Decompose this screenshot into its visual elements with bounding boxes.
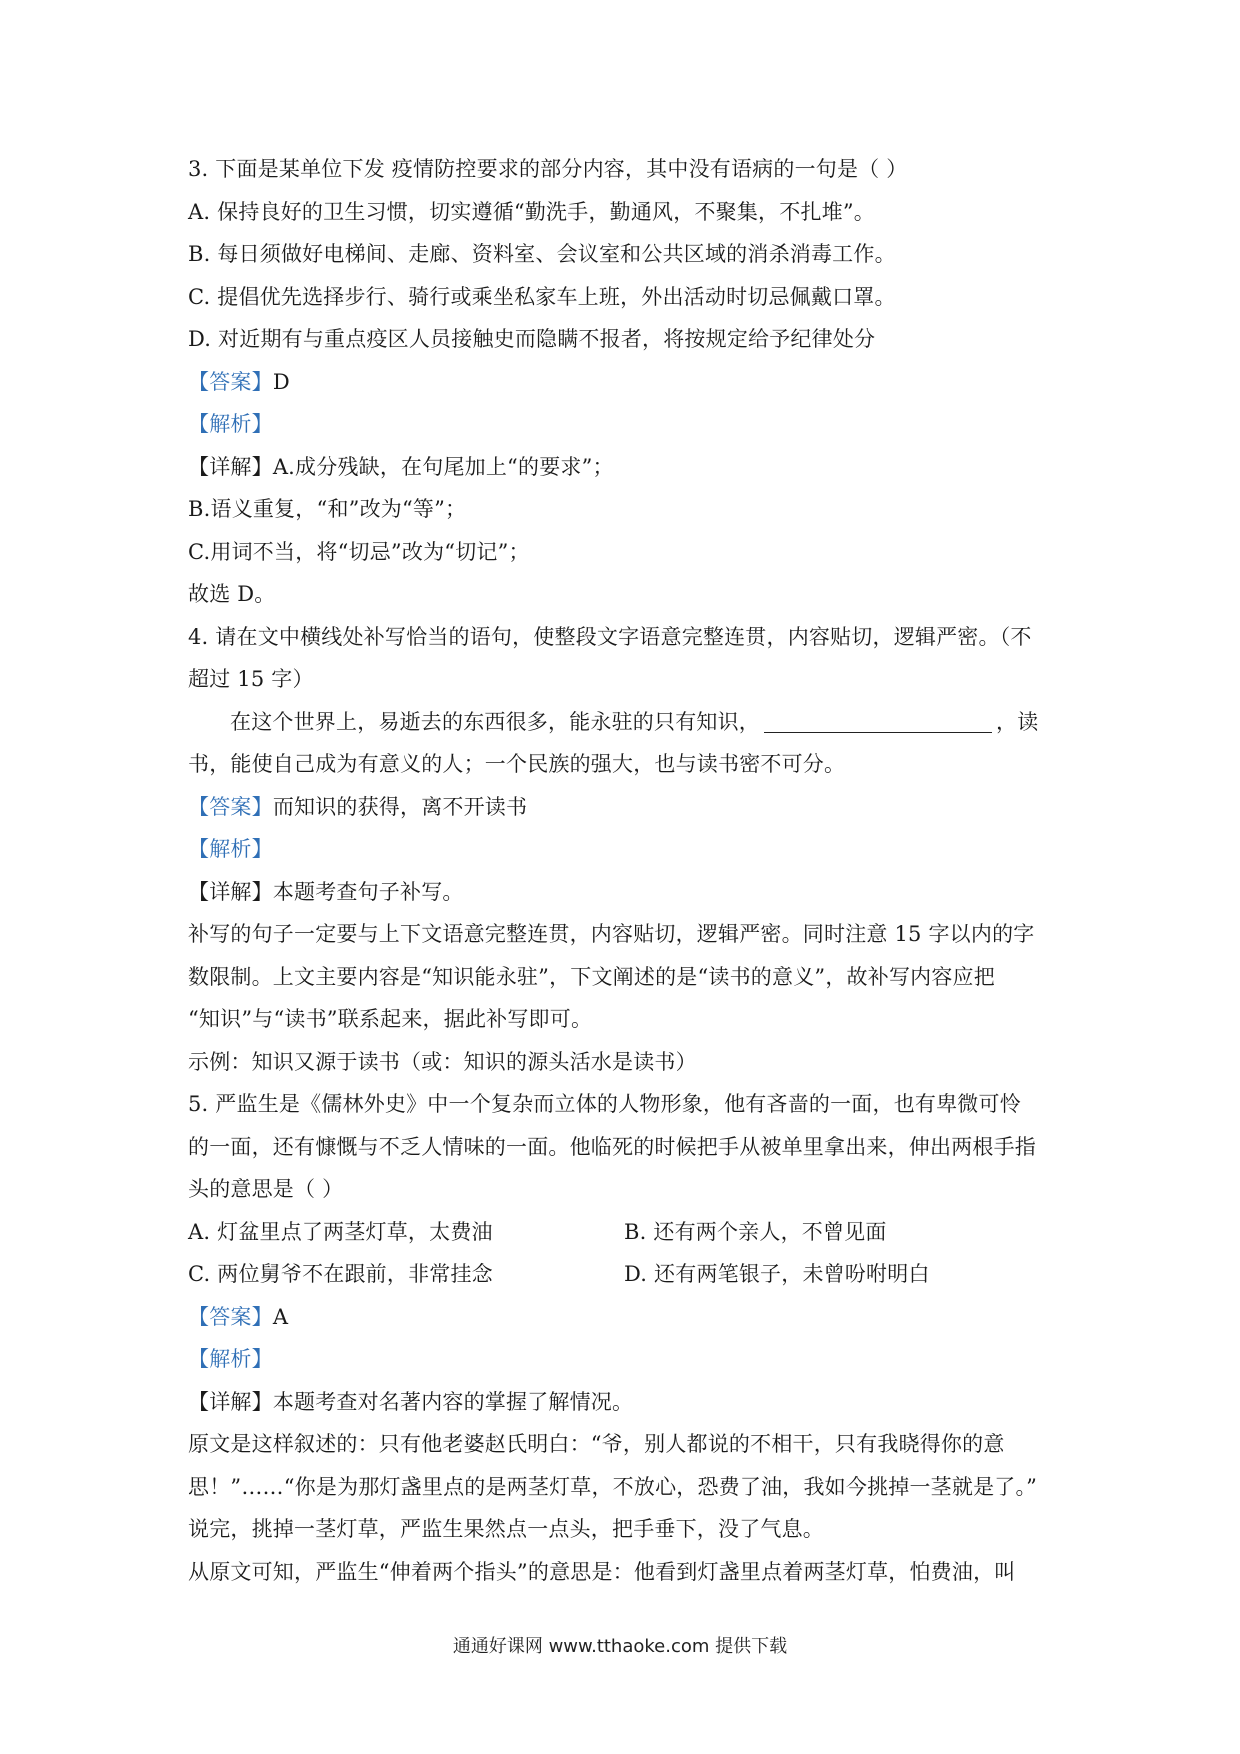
detail-label: 【详解】 <box>188 454 273 479</box>
q5-stem-line-1: 5. 严监生是《儒林外史》中一个复杂而立体的人物形象，他有吝啬的一面，也有卑微可怜 <box>188 1092 1021 1116</box>
q4-passage-line-1 <box>188 701 1060 744</box>
passage-text: ，读 <box>996 709 1039 734</box>
q5-detail-1: 思！”……“你是为那灯盏里点的是两茎灯草，不放心，恐费了油，我如今挑掉一茎就是了。” <box>188 1474 1038 1499</box>
q5-stem-line-2: 的一面，还有慷慨与不乏人情味的一面。他临死的时候把手从被单里拿出来，伸出两根手指 <box>188 1134 1036 1159</box>
q5-detail-first <box>188 1381 1060 1424</box>
q5-detail-2: 说完，挑掉一茎灯草，严监生果然点一点头，把手垂下，没了气息。 <box>188 1517 824 1541</box>
answer-value: D <box>272 369 290 394</box>
q3-stem: 3. 下面是某单位下发 疫情防控要求的部分内容，其中没有语病的一句是（ ） <box>188 157 908 181</box>
q5-answer <box>188 1296 1060 1339</box>
q5-option-d: D. 还有两笔银子，未曾吩咐明白 <box>624 1262 930 1286</box>
q4-detail-2: “知识”与“读书”联系起来，据此补写即可。 <box>188 1007 593 1031</box>
detail-label: 【详解】 <box>188 879 273 904</box>
q4-passage-line-2: 书，能使自己成为有意义的人；一个民族的强大，也与读书密不可分。 <box>188 752 846 776</box>
q3-detail-0 <box>188 446 1060 489</box>
q3-detail-2: C.用词不当，将“切忌”改为“切记”； <box>188 539 530 564</box>
page-footer: 通通好课网 www.tthaoke.com 提供下载 <box>452 1636 788 1657</box>
q4-analysis-label: 【解析】 <box>188 837 273 861</box>
passage-text: 在这个世界上，易逝去的东西很多，能永驻的只有知识， <box>230 709 760 734</box>
answer-label: 【答案】 <box>188 369 273 394</box>
q3-answer <box>188 361 1060 404</box>
q4-stem-line-2: 超过 15 字） <box>188 667 314 691</box>
detail-label: 【详解】 <box>188 1389 273 1414</box>
q5-analysis-label: 【解析】 <box>188 1347 273 1371</box>
fill-blank <box>764 706 992 733</box>
q3-analysis-label: 【解析】 <box>188 412 273 436</box>
q5-stem-line-3: 头的意思是（ ） <box>188 1177 344 1201</box>
q4-detail-3: 示例：知识又源于读书（或：知识的源头活水是读书） <box>188 1049 697 1074</box>
q3-option-a: A. 保持良好的卫生习惯，切实遵循“勤洗手，勤通风，不聚集，不扎堆”。 <box>188 199 875 224</box>
q3-detail-3: 故选 D。 <box>188 582 276 606</box>
q4-detail-0: 补写的句子一定要与上下文语意完整连贯，内容贴切，逻辑严密。同时注意 15 字以内的字 <box>188 922 1035 946</box>
q5-options-row-1 <box>188 1211 1060 1254</box>
q3-detail-1: B.语义重复，“和”改为“等”； <box>188 497 467 521</box>
q5-detail-3: 从原文可知，严监生“伸着两个指头”的意思是：他看到灯盏里点着两茎灯草，怕费油，叫 <box>188 1559 1016 1584</box>
q4-detail-1: 数限制。上文主要内容是“知识能永驻”，下文阐述的是“读书的意义”，故补写内容应把 <box>188 964 995 989</box>
q4-detail-first <box>188 871 1060 914</box>
q5-option-b: B. 还有两个亲人，不曾见面 <box>624 1219 887 1244</box>
q3-option-c: C. 提倡优先选择步行、骑行或乘坐私家车上班，外出活动时切忌佩戴口罩。 <box>188 284 896 309</box>
q5-detail-0: 原文是这样叙述的：只有他老婆赵氏明白：“爷，别人都说的不相干，只有我晓得你的意 <box>188 1432 1005 1456</box>
q5-option-a: A. 灯盆里点了两茎灯草，太费油 <box>188 1219 493 1244</box>
detail-text: A.成分残缺，在句尾加上“的要求”； <box>272 454 614 479</box>
answer-label: 【答案】 <box>188 794 273 819</box>
answer-label: 【答案】 <box>188 1304 273 1329</box>
document-body <box>188 148 1060 1593</box>
q3-option-d: D. 对近期有与重点疫区人员接触史而隐瞒不报者，将按规定给予纪律处分 <box>188 327 876 351</box>
q5-options-row-2 <box>188 1253 1060 1296</box>
detail-text: 本题考查句子补写。 <box>272 879 464 904</box>
answer-value: A <box>272 1304 289 1329</box>
q4-stem-line-1: 4. 请在文中横线处补写恰当的语句，使整段文字语意完整连贯，内容贴切，逻辑严密。（不 <box>188 624 1032 649</box>
detail-text: 本题考查对名著内容的掌握了解情况。 <box>272 1389 634 1414</box>
q3-option-b: B. 每日须做好电梯间、走廊、资料室、会议室和公共区域的消杀消毒工作。 <box>188 242 896 266</box>
answer-value: 而知识的获得，离不开读书 <box>272 794 528 819</box>
q4-answer <box>188 786 1060 829</box>
q5-option-c: C. 两位舅爷不在跟前，非常挂念 <box>188 1262 493 1286</box>
